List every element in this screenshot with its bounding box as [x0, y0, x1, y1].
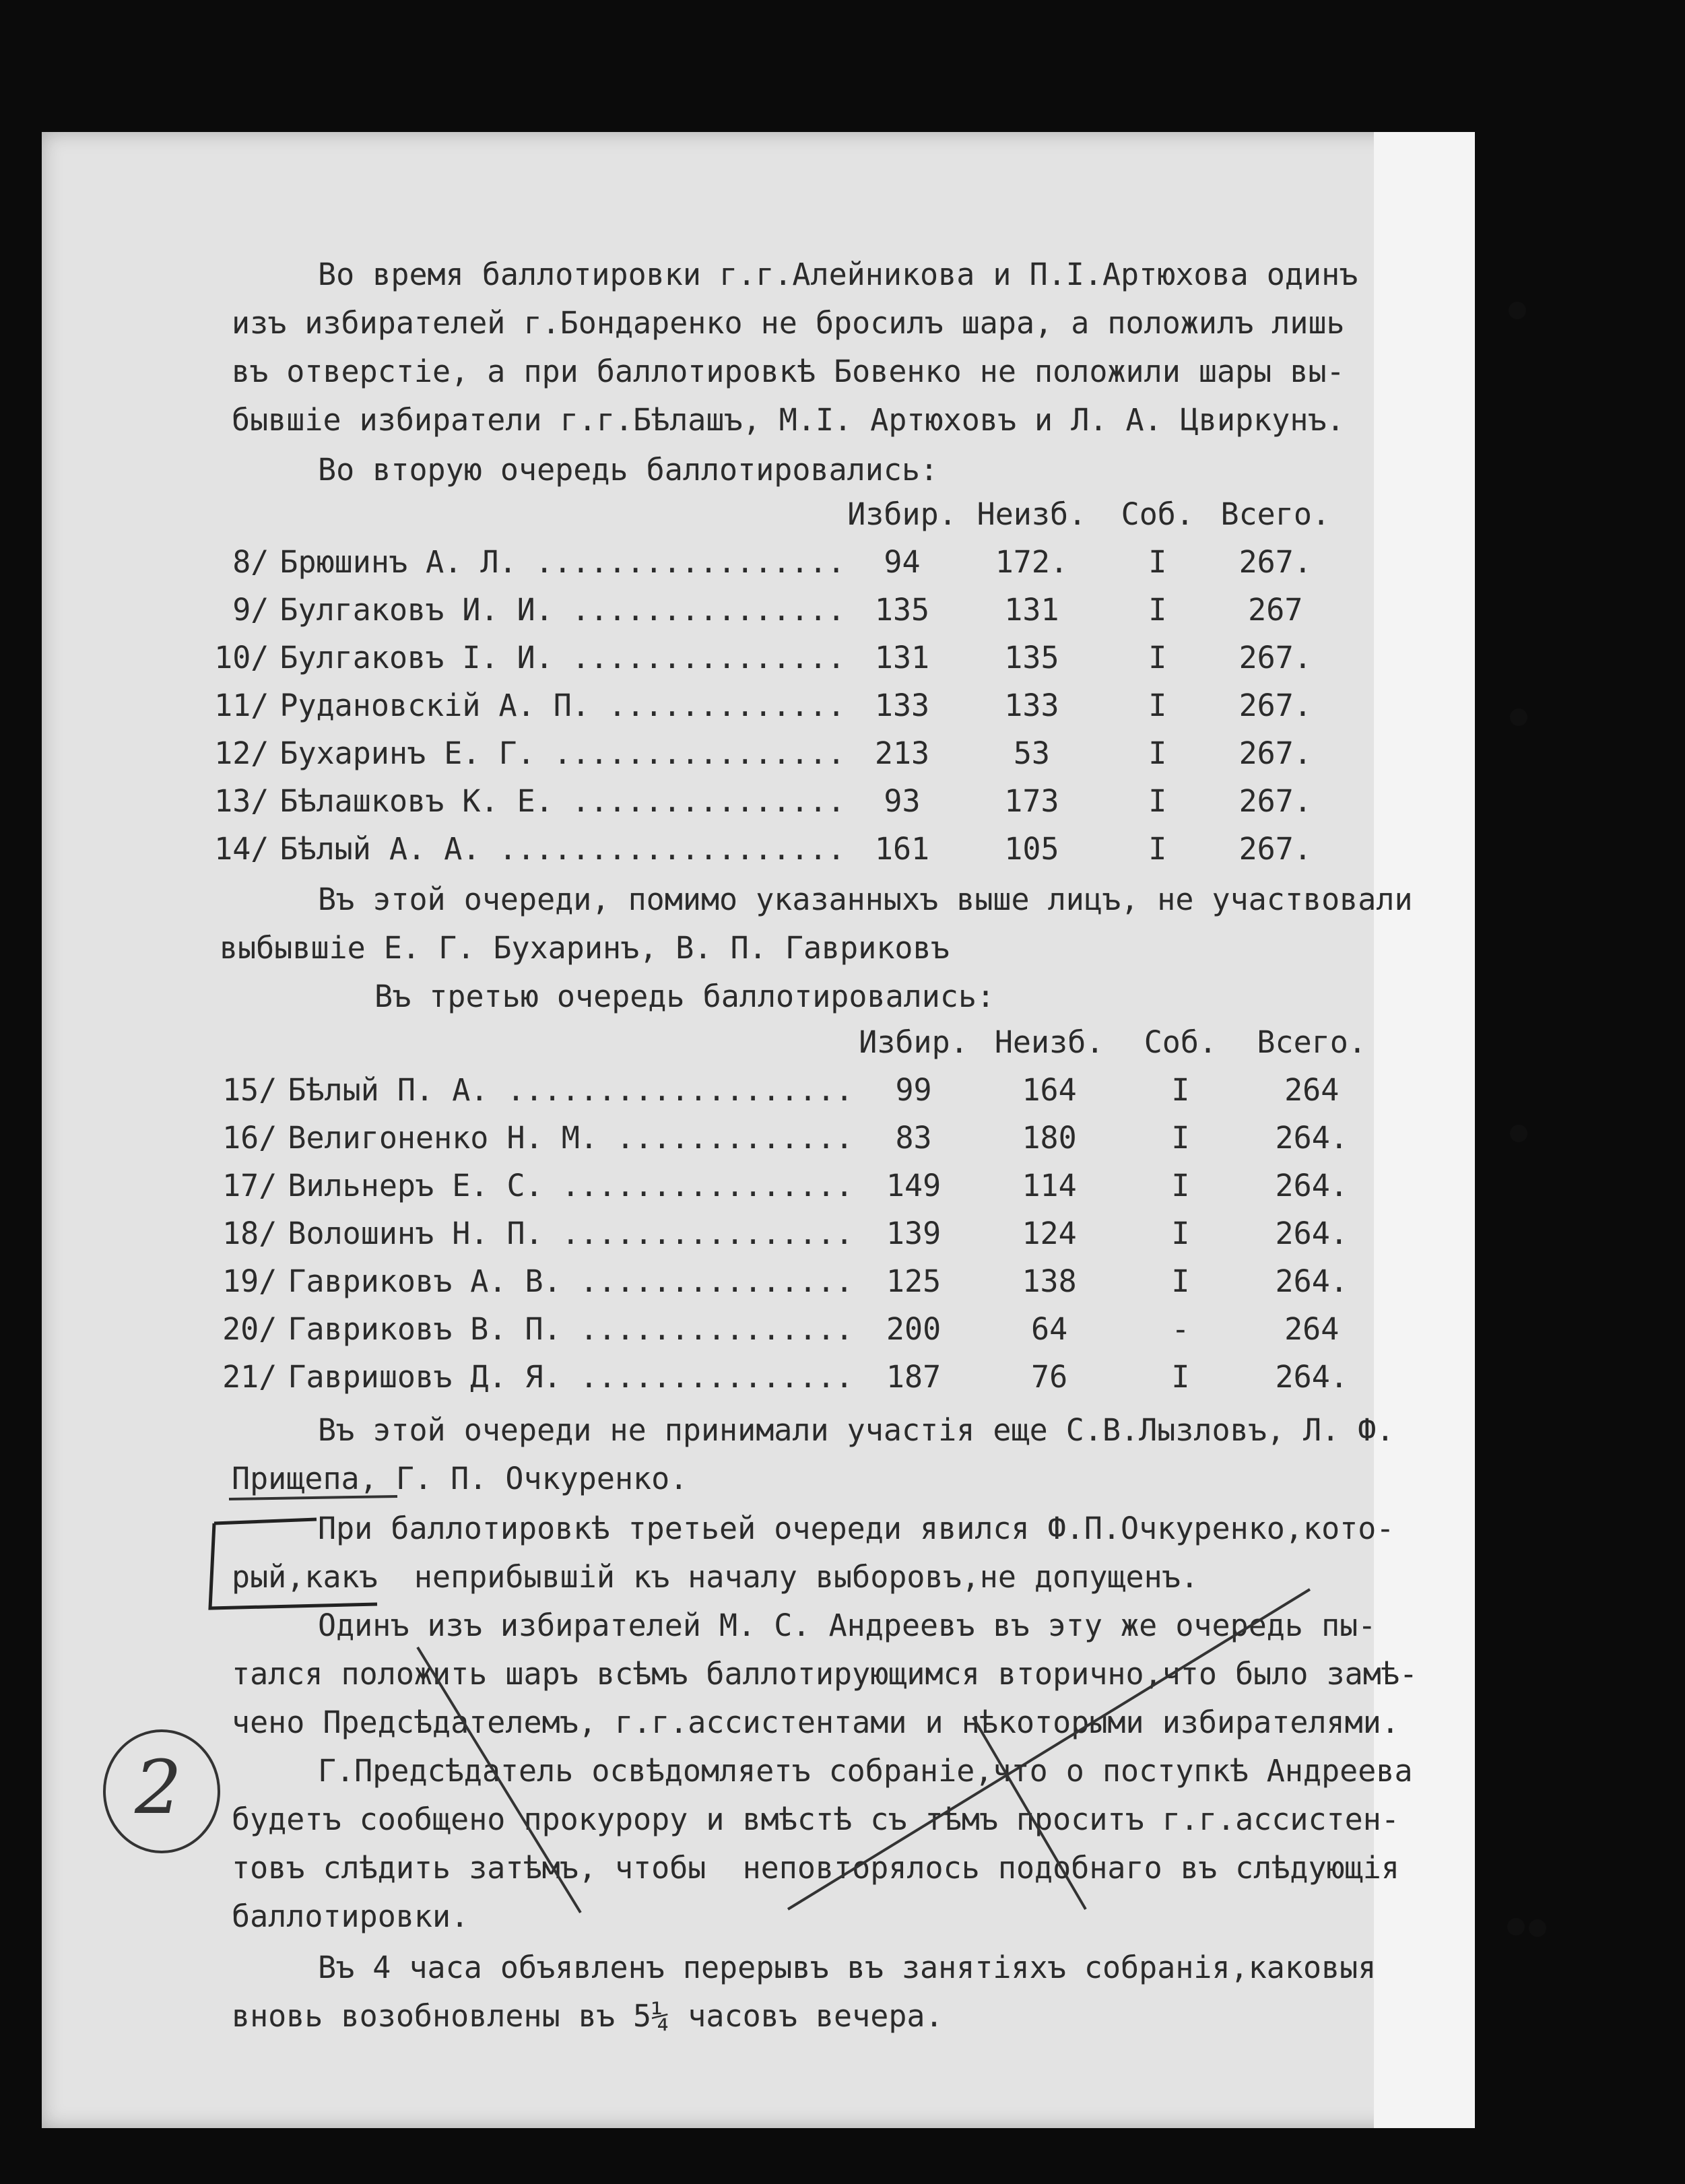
late-arrival-note: При баллотировкѣ третьей очереди явился Ф.П.Очкуренко,кото-	[318, 1511, 1395, 1546]
table-row	[202, 682, 1340, 729]
candidate-name: Булгаковъ И. И. ...............	[279, 592, 846, 628]
elected-count: 133	[874, 688, 930, 723]
candidate-name: Булгаковъ I. И. ...............	[279, 640, 846, 675]
not-elected-count: 180	[1022, 1120, 1077, 1156]
row-number: 10/	[214, 640, 269, 675]
row-number: 17/	[222, 1168, 277, 1203]
candidate-name: Бѣлый А. А. ...................	[279, 831, 846, 867]
row-number: 12/	[214, 735, 269, 771]
total-count: 264.	[1275, 1168, 1348, 1203]
row-number: 14/	[214, 831, 269, 867]
punch-hole	[1529, 1919, 1546, 1937]
candidate-name: Гавриковъ В. П. ...............	[288, 1311, 854, 1347]
table-row	[202, 1210, 1387, 1257]
intro-line: изъ избирателей г.Бондаренко не бросилъ шара, а положилъ лишь	[232, 305, 1345, 341]
not-elected-count: 124	[1022, 1216, 1077, 1251]
own-count: I	[1148, 688, 1167, 723]
intro-line: бывшіе избиратели г.г.Бѣлашъ, М.I. Артюховъ и Л. А. Цвиркунъ.	[232, 402, 1345, 438]
second-round-heading: Во вторую очередь баллотировались:	[318, 452, 939, 488]
column-header: Избир.	[859, 1024, 968, 1060]
column-header: Соб.	[1144, 1024, 1218, 1060]
candidate-name: Бѣлашковъ К. Е. ...............	[279, 783, 846, 819]
not-elected-count: 173	[1004, 783, 1059, 819]
not-elected-count: 53	[1013, 735, 1050, 771]
andreev-paragraph: тался положить шаръ всѣмъ баллотирующимся вторично,что было замѣ-	[232, 1656, 1418, 1692]
not-elected-count: 138	[1022, 1263, 1077, 1299]
table-row	[202, 1353, 1387, 1401]
table-row	[202, 586, 1340, 634]
table-row	[202, 1257, 1387, 1305]
break-paragraph: Въ 4 часа объявленъ перерывъ въ занятіяхъ собранія,каковыя	[318, 1950, 1377, 1985]
total-count: 267.	[1238, 783, 1312, 819]
break-paragraph: вновь возобновлены въ 5¼ часовъ вечера.	[232, 1998, 944, 2034]
own-count: I	[1171, 1072, 1190, 1108]
intro-line: въ отверстіе, а при баллотировкѣ Бовенко не положили шары вы-	[232, 354, 1345, 389]
not-elected-count: 164	[1022, 1072, 1077, 1108]
total-count: 264	[1284, 1072, 1340, 1108]
candidate-name: Велигоненко Н. М. .............	[288, 1120, 854, 1156]
own-count: I	[1171, 1168, 1190, 1203]
row-number: 21/	[222, 1359, 277, 1395]
elected-count: 94	[884, 544, 921, 580]
elected-count: 125	[886, 1263, 941, 1299]
not-elected-count: 172.	[995, 544, 1069, 580]
total-count: 264.	[1275, 1359, 1348, 1395]
table-row	[202, 1066, 1387, 1114]
punch-hole	[1510, 708, 1527, 726]
total-count: 267.	[1238, 544, 1312, 580]
chairman-paragraph: Г.Предсѣдатель освѣдомляетъ собраніе,что о поступкѣ Андреева	[318, 1753, 1413, 1789]
own-count: I	[1171, 1120, 1190, 1156]
own-count: I	[1148, 544, 1167, 580]
second-round-note: выбывшіе Е. Г. Бухаринъ, В. П. Гавриковъ	[220, 930, 950, 966]
elected-count: 149	[886, 1168, 941, 1203]
total-count: 267.	[1238, 688, 1312, 723]
third-round-table	[202, 1018, 1387, 1401]
third-round-note: Прищепа, Г. П. Очкуренко.	[232, 1461, 688, 1496]
column-header: Избир.	[847, 496, 957, 532]
table-row	[202, 1114, 1387, 1162]
candidate-name: Бѣлый П. А. ...................	[288, 1072, 854, 1108]
table-header-row	[202, 1018, 1387, 1066]
chairman-paragraph: баллотировки.	[232, 1898, 469, 1934]
total-count: 267	[1248, 592, 1303, 628]
andreev-paragraph: Одинъ изъ избирателей М. С. Андреевъ въ эту же очередь пы-	[318, 1608, 1377, 1643]
total-count: 267.	[1238, 831, 1312, 867]
elected-count: 135	[874, 592, 930, 628]
column-header: Всего.	[1220, 496, 1331, 532]
row-number: 15/	[222, 1072, 277, 1108]
punch-hole	[1507, 1918, 1525, 1935]
table-header-row	[202, 490, 1340, 538]
total-count: 264.	[1275, 1120, 1348, 1156]
intro-line: Во время баллотировки г.г.Алейникова и П.I.Артюхова одинъ	[318, 257, 1358, 292]
candidate-name: Рудановскій А. П. .............	[279, 688, 846, 723]
table-row	[202, 1162, 1387, 1210]
own-count: I	[1171, 1216, 1190, 1251]
not-elected-count: 133	[1004, 688, 1059, 723]
elected-count: 99	[895, 1072, 932, 1108]
andreev-paragraph: чено Предсѣдателемъ, г.г.ассистентами и нѣкоторыми избирателями.	[232, 1705, 1399, 1740]
table-row	[202, 729, 1340, 777]
not-elected-count: 131	[1004, 592, 1059, 628]
column-header: Соб.	[1121, 496, 1194, 532]
own-count: I	[1148, 783, 1167, 819]
column-header: Неизб.	[994, 1024, 1104, 1060]
total-count: 264.	[1275, 1216, 1348, 1251]
own-count: -	[1171, 1311, 1190, 1347]
candidate-name: Гавришовъ Д. Я. ...............	[288, 1359, 854, 1395]
row-number: 20/	[222, 1311, 277, 1347]
punch-hole	[1509, 302, 1526, 319]
row-number: 13/	[214, 783, 269, 819]
row-number: 8/	[232, 544, 269, 580]
candidate-name: Вильнеръ Е. С. ................	[288, 1168, 854, 1203]
own-count: I	[1148, 640, 1167, 675]
table-row	[202, 777, 1340, 825]
third-round-heading: Въ третью очередь баллотировались:	[374, 979, 995, 1014]
row-number: 11/	[214, 688, 269, 723]
own-count: I	[1148, 592, 1167, 628]
row-number: 9/	[232, 592, 269, 628]
row-number: 19/	[222, 1263, 277, 1299]
candidate-name: Брюшинъ А. Л. .................	[279, 544, 846, 580]
candidate-name: Бухаринъ Е. Г. ................	[279, 735, 846, 771]
third-round-note: Въ этой очереди не принимали участія еще С.В.Лызловъ, Л. Ф.	[318, 1412, 1395, 1448]
late-arrival-note: рый,какъ неприбывшій къ началу выборовъ,не допущенъ.	[232, 1559, 1199, 1595]
chairman-paragraph: будетъ сообщено прокурору и вмѣстѣ съ тѣмъ проситъ г.г.ассистен-	[232, 1801, 1399, 1837]
elected-count: 187	[886, 1359, 941, 1395]
total-count: 264.	[1275, 1263, 1348, 1299]
elected-count: 213	[874, 735, 930, 771]
elected-count: 131	[874, 640, 930, 675]
own-count: I	[1148, 735, 1167, 771]
table-row	[202, 634, 1340, 682]
elected-count: 161	[874, 831, 930, 867]
candidate-name: Волошинъ Н. П. ................	[288, 1216, 854, 1251]
elected-count: 83	[895, 1120, 932, 1156]
not-elected-count: 114	[1022, 1168, 1077, 1203]
total-count: 267.	[1238, 640, 1312, 675]
candidate-name: Гавриковъ А. В. ...............	[288, 1263, 854, 1299]
not-elected-count: 76	[1031, 1359, 1068, 1395]
not-elected-count: 135	[1004, 640, 1059, 675]
table-row	[202, 825, 1340, 873]
elected-count: 93	[884, 783, 921, 819]
punch-hole	[1510, 1125, 1527, 1142]
column-header: Неизб.	[977, 496, 1087, 532]
table-row	[202, 1305, 1387, 1353]
not-elected-count: 105	[1004, 831, 1059, 867]
column-header: Всего.	[1257, 1024, 1366, 1060]
own-count: I	[1171, 1263, 1190, 1299]
handwritten-page-number: 2	[135, 1744, 182, 1830]
second-round-table	[202, 490, 1340, 873]
total-count: 264	[1284, 1311, 1340, 1347]
chairman-paragraph: товъ слѣдить затѣмъ, чтобы неповторялось подобнаго въ слѣдующія	[232, 1850, 1399, 1886]
own-count: I	[1148, 831, 1167, 867]
own-count: I	[1171, 1359, 1190, 1395]
not-elected-count: 64	[1031, 1311, 1068, 1347]
elected-count: 200	[886, 1311, 941, 1347]
row-number: 16/	[222, 1120, 277, 1156]
total-count: 267.	[1238, 735, 1312, 771]
row-number: 18/	[222, 1216, 277, 1251]
table-row	[202, 538, 1340, 586]
elected-count: 139	[886, 1216, 941, 1251]
second-round-note: Въ этой очереди, помимо указанныхъ выше лицъ, не участвовали	[318, 882, 1413, 917]
